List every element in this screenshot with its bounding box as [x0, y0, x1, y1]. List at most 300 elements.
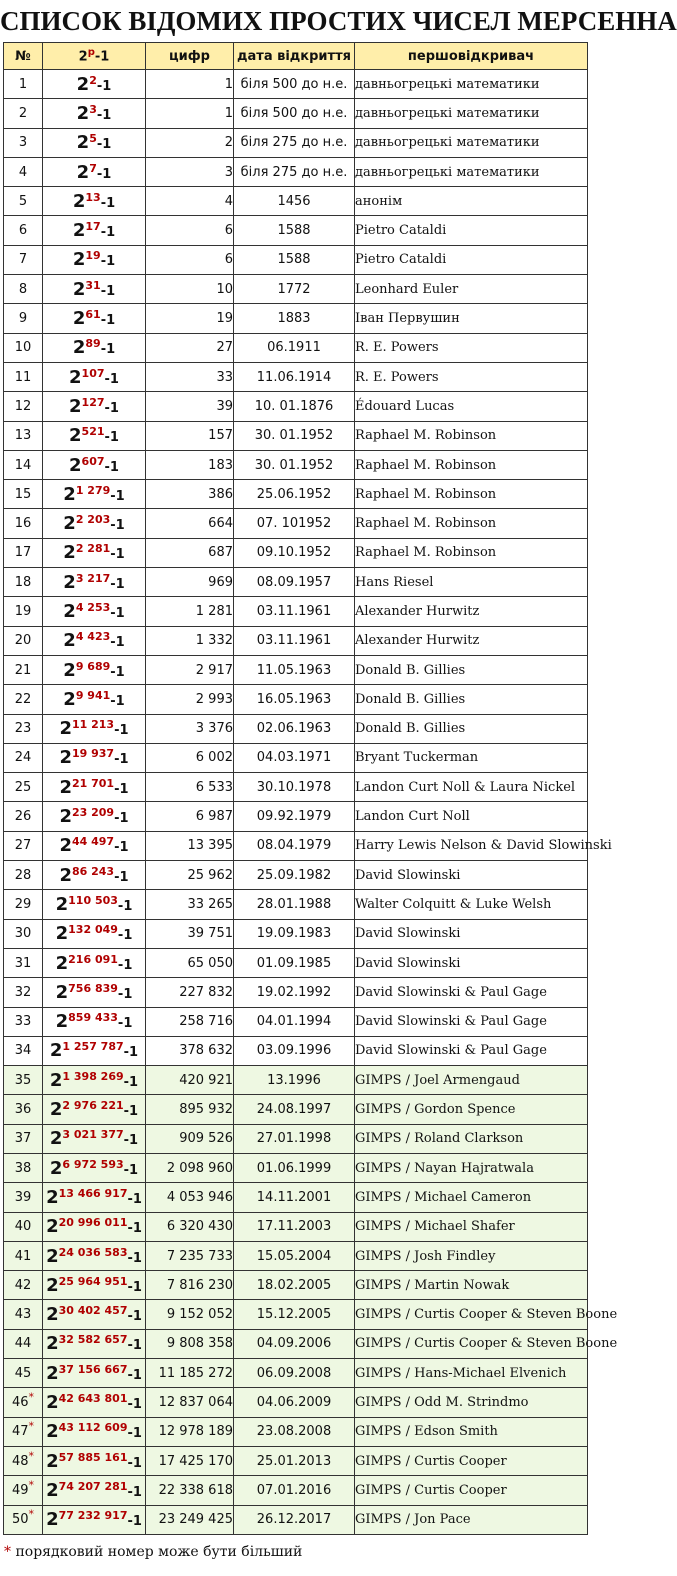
- formula-base: 2: [59, 835, 72, 857]
- formula-exponent: 13: [85, 190, 101, 204]
- discovery-date: 08.09.1957: [234, 568, 355, 597]
- digit-count: 6 002: [146, 743, 234, 772]
- formula-base: 2: [63, 513, 76, 535]
- discoverer: GIMPS / Jon Pace: [355, 1505, 588, 1534]
- row-number: [4, 304, 43, 333]
- formula-tail: -1: [117, 898, 133, 914]
- formula-tail: -1: [110, 488, 125, 504]
- discoverer: David Slowinski: [355, 919, 588, 948]
- table-row: [4, 714, 588, 743]
- discovery-date: 1456: [234, 187, 355, 216]
- formula-exponent: 17: [85, 220, 101, 234]
- formula-base: 2: [49, 1069, 63, 1091]
- formula-exponent: 756 839: [68, 981, 118, 995]
- formula-exponent: 7: [89, 161, 97, 175]
- digit-count: 183: [146, 450, 234, 479]
- row-number: [4, 919, 43, 948]
- row-number: [4, 861, 43, 890]
- formula-exponent: 1 398 269: [62, 1069, 124, 1083]
- formula-tail: -1: [100, 313, 116, 329]
- digit-count: 420 921: [146, 1066, 234, 1095]
- discoverer: Édouard Lucas: [355, 392, 588, 421]
- discovery-date: 16.05.1963: [234, 685, 355, 714]
- discovery-date: 13.1996: [234, 1066, 355, 1095]
- formula-base: 2: [59, 776, 72, 798]
- formula-tail: -1: [110, 693, 125, 709]
- row-number: [4, 1036, 43, 1065]
- header-formula-exp: p: [87, 47, 95, 59]
- discovery-date: 17.11.2003: [234, 1212, 355, 1241]
- discovery-date: 06.09.2008: [234, 1359, 355, 1388]
- formula-base: 2: [49, 1157, 63, 1179]
- row-number-value: 1: [18, 76, 28, 92]
- table-row: [4, 597, 588, 626]
- discoverer: R. E. Powers: [355, 362, 588, 391]
- formula-exponent: 23 209: [71, 806, 115, 820]
- row-number: [4, 275, 43, 304]
- mersenne-formula: [43, 568, 146, 597]
- digit-count: 7 816 230: [146, 1271, 234, 1300]
- mersenne-formula: [43, 773, 146, 802]
- mersenne-formula: [43, 480, 146, 509]
- formula-base: 2: [72, 190, 86, 212]
- mersenne-formula: [43, 304, 146, 333]
- row-number: [4, 948, 43, 977]
- digit-count: 10: [146, 275, 234, 304]
- formula-tail: -1: [96, 78, 112, 94]
- row-number-value: 31: [14, 955, 32, 971]
- row-number-value: 19: [14, 603, 32, 619]
- formula-tail: -1: [123, 1133, 139, 1149]
- formula-base: 2: [59, 747, 72, 769]
- formula-base: 2: [63, 542, 76, 564]
- formula-base: 2: [59, 864, 72, 886]
- row-number: [4, 1212, 43, 1241]
- discoverer: Raphael M. Robinson: [355, 538, 588, 567]
- row-number-value: 42: [14, 1277, 32, 1293]
- row-number: [4, 1417, 43, 1446]
- discovery-date: 03.09.1996: [234, 1036, 355, 1065]
- header-formula: [43, 43, 146, 70]
- row-number-value: 20: [14, 633, 32, 649]
- mersenne-formula: [43, 1007, 146, 1036]
- formula-exponent: 2: [89, 73, 97, 87]
- table-row: [4, 978, 588, 1007]
- digit-count: 17 425 170: [146, 1446, 234, 1475]
- mersenne-formula: [43, 421, 146, 450]
- footnote: [4, 1544, 302, 1560]
- mersenne-formula: [43, 1417, 146, 1446]
- discovery-date: 19.02.1992: [234, 978, 355, 1007]
- row-number-value: 35: [14, 1072, 32, 1088]
- row-number-value: 10: [14, 340, 32, 356]
- formula-tail: -1: [123, 1162, 139, 1178]
- formula-tail: -1: [114, 723, 129, 739]
- formula-tail: -1: [110, 576, 125, 592]
- table-row: [4, 1212, 588, 1241]
- formula-exponent: 77 232 917: [58, 1509, 128, 1523]
- discovery-date: 02.06.1963: [234, 714, 355, 743]
- discoverer: GIMPS / Michael Shafer: [355, 1212, 588, 1241]
- mersenne-formula: [43, 187, 146, 216]
- discoverer: Іван Первушин: [355, 304, 588, 333]
- discovery-date: 04.03.1971: [234, 743, 355, 772]
- formula-tail: -1: [96, 166, 112, 182]
- mersenne-formula: [43, 861, 146, 890]
- row-number: [4, 1124, 43, 1153]
- discoverer: Leonhard Euler: [355, 275, 588, 304]
- mersenne-formula: [43, 216, 146, 245]
- table-row: [4, 685, 588, 714]
- table-row: [4, 509, 588, 538]
- formula-exponent: 1 279: [75, 483, 111, 497]
- formula-exponent: 37 156 667: [58, 1362, 128, 1376]
- row-number-value: 29: [14, 896, 32, 912]
- digit-count: 2 098 960: [146, 1153, 234, 1182]
- discovery-date: 25.06.1952: [234, 480, 355, 509]
- row-number-value: 41: [14, 1248, 32, 1264]
- mersenne-formula: [43, 1241, 146, 1270]
- digit-count: 687: [146, 538, 234, 567]
- row-number: [4, 1183, 43, 1212]
- formula-tail: -1: [117, 986, 133, 1002]
- row-number-value: 6: [18, 223, 28, 239]
- row-number: [4, 1476, 43, 1505]
- discovery-date: 28.01.1988: [234, 890, 355, 919]
- digit-count: 39 751: [146, 919, 234, 948]
- row-number-value: 50: [11, 1512, 29, 1528]
- row-star: *: [28, 1419, 35, 1433]
- row-number: [4, 1388, 43, 1417]
- discoverer: GIMPS / Nayan Hajratwala: [355, 1153, 588, 1182]
- row-star: *: [28, 1507, 35, 1521]
- table-row: [4, 187, 588, 216]
- row-number-value: 14: [14, 457, 32, 473]
- row-number-value: 30: [14, 926, 32, 942]
- discoverer: Pietro Cataldi: [355, 216, 588, 245]
- formula-base: 2: [49, 1099, 63, 1121]
- digit-count: 2 993: [146, 685, 234, 714]
- table-row: [4, 1066, 588, 1095]
- header-formula-tail: -1: [94, 49, 110, 65]
- discoverer: давньогрецькі математики: [355, 70, 588, 99]
- row-number-value: 4: [18, 164, 28, 180]
- row-number: [4, 362, 43, 391]
- digit-count: 969: [146, 568, 234, 597]
- discoverer: Alexander Hurwitz: [355, 626, 588, 655]
- formula-base: 2: [55, 952, 69, 974]
- table-row: [4, 919, 588, 948]
- digit-count: 6 320 430: [146, 1212, 234, 1241]
- row-number-value: 34: [14, 1043, 32, 1059]
- formula-exponent: 5: [89, 132, 97, 146]
- digit-count: 227 832: [146, 978, 234, 1007]
- formula-exponent: 74 207 281: [58, 1479, 128, 1493]
- row-number-value: 38: [14, 1160, 32, 1176]
- digit-count: 2: [146, 128, 234, 157]
- discoverer: Raphael M. Robinson: [355, 509, 588, 538]
- table-row: [4, 1388, 588, 1417]
- digit-count: 2 917: [146, 655, 234, 684]
- formula-tail: -1: [127, 1484, 142, 1500]
- mersenne-formula: [43, 1212, 146, 1241]
- formula-exponent: 31: [85, 278, 101, 292]
- formula-exponent: 89: [85, 337, 101, 351]
- discoverer: GIMPS / Curtis Cooper: [355, 1476, 588, 1505]
- digit-count: 4 053 946: [146, 1183, 234, 1212]
- discovery-date: 18.02.2005: [234, 1271, 355, 1300]
- discoverer: Hans Riesel: [355, 568, 588, 597]
- discoverer: David Slowinski & Paul Gage: [355, 978, 588, 1007]
- row-number-value: 47: [11, 1424, 29, 1440]
- formula-exponent: 216 091: [68, 952, 118, 966]
- header-date: дата відкриття: [234, 43, 355, 70]
- footnote-star: *: [4, 1544, 11, 1560]
- formula-exponent: 2 281: [75, 542, 111, 556]
- mersenne-formula: [43, 450, 146, 479]
- discovery-date: 11.06.1914: [234, 362, 355, 391]
- mersenne-formula: [43, 128, 146, 157]
- table-row: [4, 99, 588, 128]
- formula-base: 2: [46, 1509, 59, 1531]
- table-row: [4, 362, 588, 391]
- formula-exponent: 859 433: [68, 1011, 118, 1025]
- mersenne-formula: [43, 245, 146, 274]
- row-number-value: 39: [14, 1189, 32, 1205]
- formula-tail: -1: [110, 605, 125, 621]
- mersenne-formula: [43, 333, 146, 362]
- formula-base: 2: [59, 718, 72, 740]
- table-row: [4, 626, 588, 655]
- row-number: [4, 333, 43, 362]
- table-row: [4, 1359, 588, 1388]
- formula-exponent: 1 257 787: [62, 1040, 124, 1054]
- row-number-value: 43: [14, 1307, 32, 1323]
- table-row: [4, 831, 588, 860]
- formula-tail: -1: [104, 371, 119, 387]
- formula-tail: -1: [114, 811, 129, 827]
- discovery-date: 09.92.1979: [234, 802, 355, 831]
- formula-tail: -1: [127, 1191, 142, 1207]
- formula-exponent: 20 996 011: [58, 1216, 128, 1230]
- formula-tail: -1: [104, 430, 119, 446]
- discovery-date: 14.11.2001: [234, 1183, 355, 1212]
- mersenne-formula: [43, 1066, 146, 1095]
- discovery-date: біля 275 до н.е.: [234, 157, 355, 186]
- row-number: [4, 890, 43, 919]
- formula-base: 2: [46, 1421, 59, 1443]
- digit-count: 1: [146, 99, 234, 128]
- discoverer: David Slowinski & Paul Gage: [355, 1036, 588, 1065]
- formula-tail: -1: [117, 928, 133, 944]
- formula-exponent: 3: [89, 102, 97, 116]
- formula-base: 2: [63, 483, 76, 505]
- formula-base: 2: [55, 981, 69, 1003]
- mersenne-formula: [43, 1271, 146, 1300]
- table-row: [4, 1446, 588, 1475]
- row-number: [4, 685, 43, 714]
- mersenne-formula: [43, 1095, 146, 1124]
- row-number: [4, 1505, 43, 1534]
- discoverer: давньогрецькі математики: [355, 128, 588, 157]
- formula-exponent: 132 049: [68, 923, 118, 937]
- formula-exponent: 86 243: [71, 864, 115, 878]
- mersenne-formula: [43, 743, 146, 772]
- discovery-date: 25.01.2013: [234, 1446, 355, 1475]
- header-num: №: [4, 43, 43, 70]
- row-number: [4, 480, 43, 509]
- footnote-text: порядковий номер може бути більший: [11, 1544, 303, 1560]
- formula-exponent: 19: [85, 249, 101, 263]
- formula-tail: -1: [100, 225, 116, 241]
- digit-count: 22 338 618: [146, 1476, 234, 1505]
- formula-exponent: 107: [81, 366, 105, 380]
- row-number-value: 16: [14, 516, 32, 532]
- row-number: [4, 1271, 43, 1300]
- table-row: [4, 1183, 588, 1212]
- table-row: [4, 1271, 588, 1300]
- formula-base: 2: [72, 278, 86, 300]
- discoverer: GIMPS / Michael Cameron: [355, 1183, 588, 1212]
- digit-count: 11 185 272: [146, 1359, 234, 1388]
- formula-base: 2: [59, 806, 72, 828]
- table-row: [4, 128, 588, 157]
- table-row: [4, 245, 588, 274]
- discovery-date: 01.06.1999: [234, 1153, 355, 1182]
- formula-base: 2: [72, 249, 86, 271]
- digit-count: 664: [146, 509, 234, 538]
- row-number: [4, 568, 43, 597]
- mersenne-formula: [43, 802, 146, 831]
- digit-count: 7 235 733: [146, 1241, 234, 1270]
- digit-count: 6 533: [146, 773, 234, 802]
- formula-base: 2: [46, 1362, 59, 1384]
- table-row: [4, 450, 588, 479]
- digit-count: 33 265: [146, 890, 234, 919]
- formula-tail: -1: [100, 254, 116, 270]
- mersenne-formula: [43, 362, 146, 391]
- discoverer: Landon Curt Noll: [355, 802, 588, 831]
- discoverer: Donald B. Gillies: [355, 714, 588, 743]
- mersenne-formula: [43, 538, 146, 567]
- formula-base: 2: [69, 454, 82, 476]
- discovery-date: 03.11.1961: [234, 626, 355, 655]
- formula-base: 2: [72, 337, 86, 359]
- row-number-value: 24: [14, 750, 32, 766]
- table-row: [4, 773, 588, 802]
- mersenne-formula: [43, 99, 146, 128]
- row-number-value: 44: [14, 1336, 32, 1352]
- discoverer: Alexander Hurwitz: [355, 597, 588, 626]
- formula-tail: -1: [110, 547, 125, 563]
- discovery-date: 1588: [234, 245, 355, 274]
- table-row: [4, 1153, 588, 1182]
- formula-exponent: 25 964 951: [58, 1274, 128, 1288]
- discovery-date: 07. 101952: [234, 509, 355, 538]
- formula-tail: -1: [117, 957, 133, 973]
- discovery-date: 08.04.1979: [234, 831, 355, 860]
- digit-count: 19: [146, 304, 234, 333]
- formula-tail: -1: [110, 635, 125, 651]
- table-row: [4, 948, 588, 977]
- formula-exponent: 43 112 609: [58, 1421, 128, 1435]
- row-number: [4, 626, 43, 655]
- digit-count: 9 808 358: [146, 1329, 234, 1358]
- formula-exponent: 57 885 161: [58, 1450, 128, 1464]
- digit-count: 378 632: [146, 1036, 234, 1065]
- row-number: [4, 421, 43, 450]
- formula-tail: -1: [104, 459, 119, 475]
- row-number: [4, 538, 43, 567]
- discovery-date: 07.01.2016: [234, 1476, 355, 1505]
- digit-count: 909 526: [146, 1124, 234, 1153]
- digit-count: 12 837 064: [146, 1388, 234, 1417]
- digit-count: 3: [146, 157, 234, 186]
- digit-count: 3 376: [146, 714, 234, 743]
- row-number-value: 37: [14, 1131, 32, 1147]
- discoverer: GIMPS / Curtis Cooper & Steven Boone: [355, 1329, 588, 1358]
- table-row: [4, 802, 588, 831]
- formula-base: 2: [69, 366, 82, 388]
- row-star: *: [28, 1478, 35, 1492]
- formula-exponent: 3 021 377: [62, 1128, 124, 1142]
- formula-base: 2: [46, 1216, 59, 1238]
- row-number: [4, 978, 43, 1007]
- discoverer: GIMPS / Joel Armengaud: [355, 1066, 588, 1095]
- discoverer: Bryant Tuckerman: [355, 743, 588, 772]
- discovery-date: 30.10.1978: [234, 773, 355, 802]
- discovery-date: 30. 01.1952: [234, 421, 355, 450]
- discoverer: GIMPS / Curtis Cooper & Steven Boone: [355, 1300, 588, 1329]
- row-number-value: 13: [14, 428, 32, 444]
- digit-count: 157: [146, 421, 234, 450]
- formula-exponent: 127: [81, 395, 105, 409]
- table-row: [4, 1329, 588, 1358]
- row-number-value: 32: [14, 984, 32, 1000]
- digit-count: 386: [146, 480, 234, 509]
- table-row: [4, 275, 588, 304]
- digit-count: 39: [146, 392, 234, 421]
- discoverer: Raphael M. Robinson: [355, 450, 588, 479]
- row-number-value: 25: [14, 779, 32, 795]
- table-row: [4, 1505, 588, 1534]
- discovery-date: 1883: [234, 304, 355, 333]
- formula-base: 2: [76, 132, 90, 154]
- formula-base: 2: [46, 1479, 59, 1501]
- formula-exponent: 2 976 221: [62, 1098, 124, 1112]
- discoverer: GIMPS / Gordon Spence: [355, 1095, 588, 1124]
- table-row: [4, 333, 588, 362]
- row-number-value: 11: [14, 369, 32, 385]
- formula-base: 2: [46, 1304, 59, 1326]
- row-number: [4, 128, 43, 157]
- formula-base: 2: [46, 1392, 59, 1413]
- digit-count: 25 962: [146, 861, 234, 890]
- row-number: [4, 1241, 43, 1270]
- table-row: [4, 392, 588, 421]
- row-number-value: 40: [14, 1219, 32, 1235]
- digit-count: 6 987: [146, 802, 234, 831]
- table-row: [4, 1476, 588, 1505]
- discovery-date: 1772: [234, 275, 355, 304]
- mersenne-formula: [43, 626, 146, 655]
- table-row: [4, 538, 588, 567]
- mersenne-formula: [43, 685, 146, 714]
- mersenne-formula: [43, 831, 146, 860]
- formula-base: 2: [46, 1333, 59, 1355]
- mersenne-formula: [43, 1476, 146, 1505]
- discovery-date: 24.08.1997: [234, 1095, 355, 1124]
